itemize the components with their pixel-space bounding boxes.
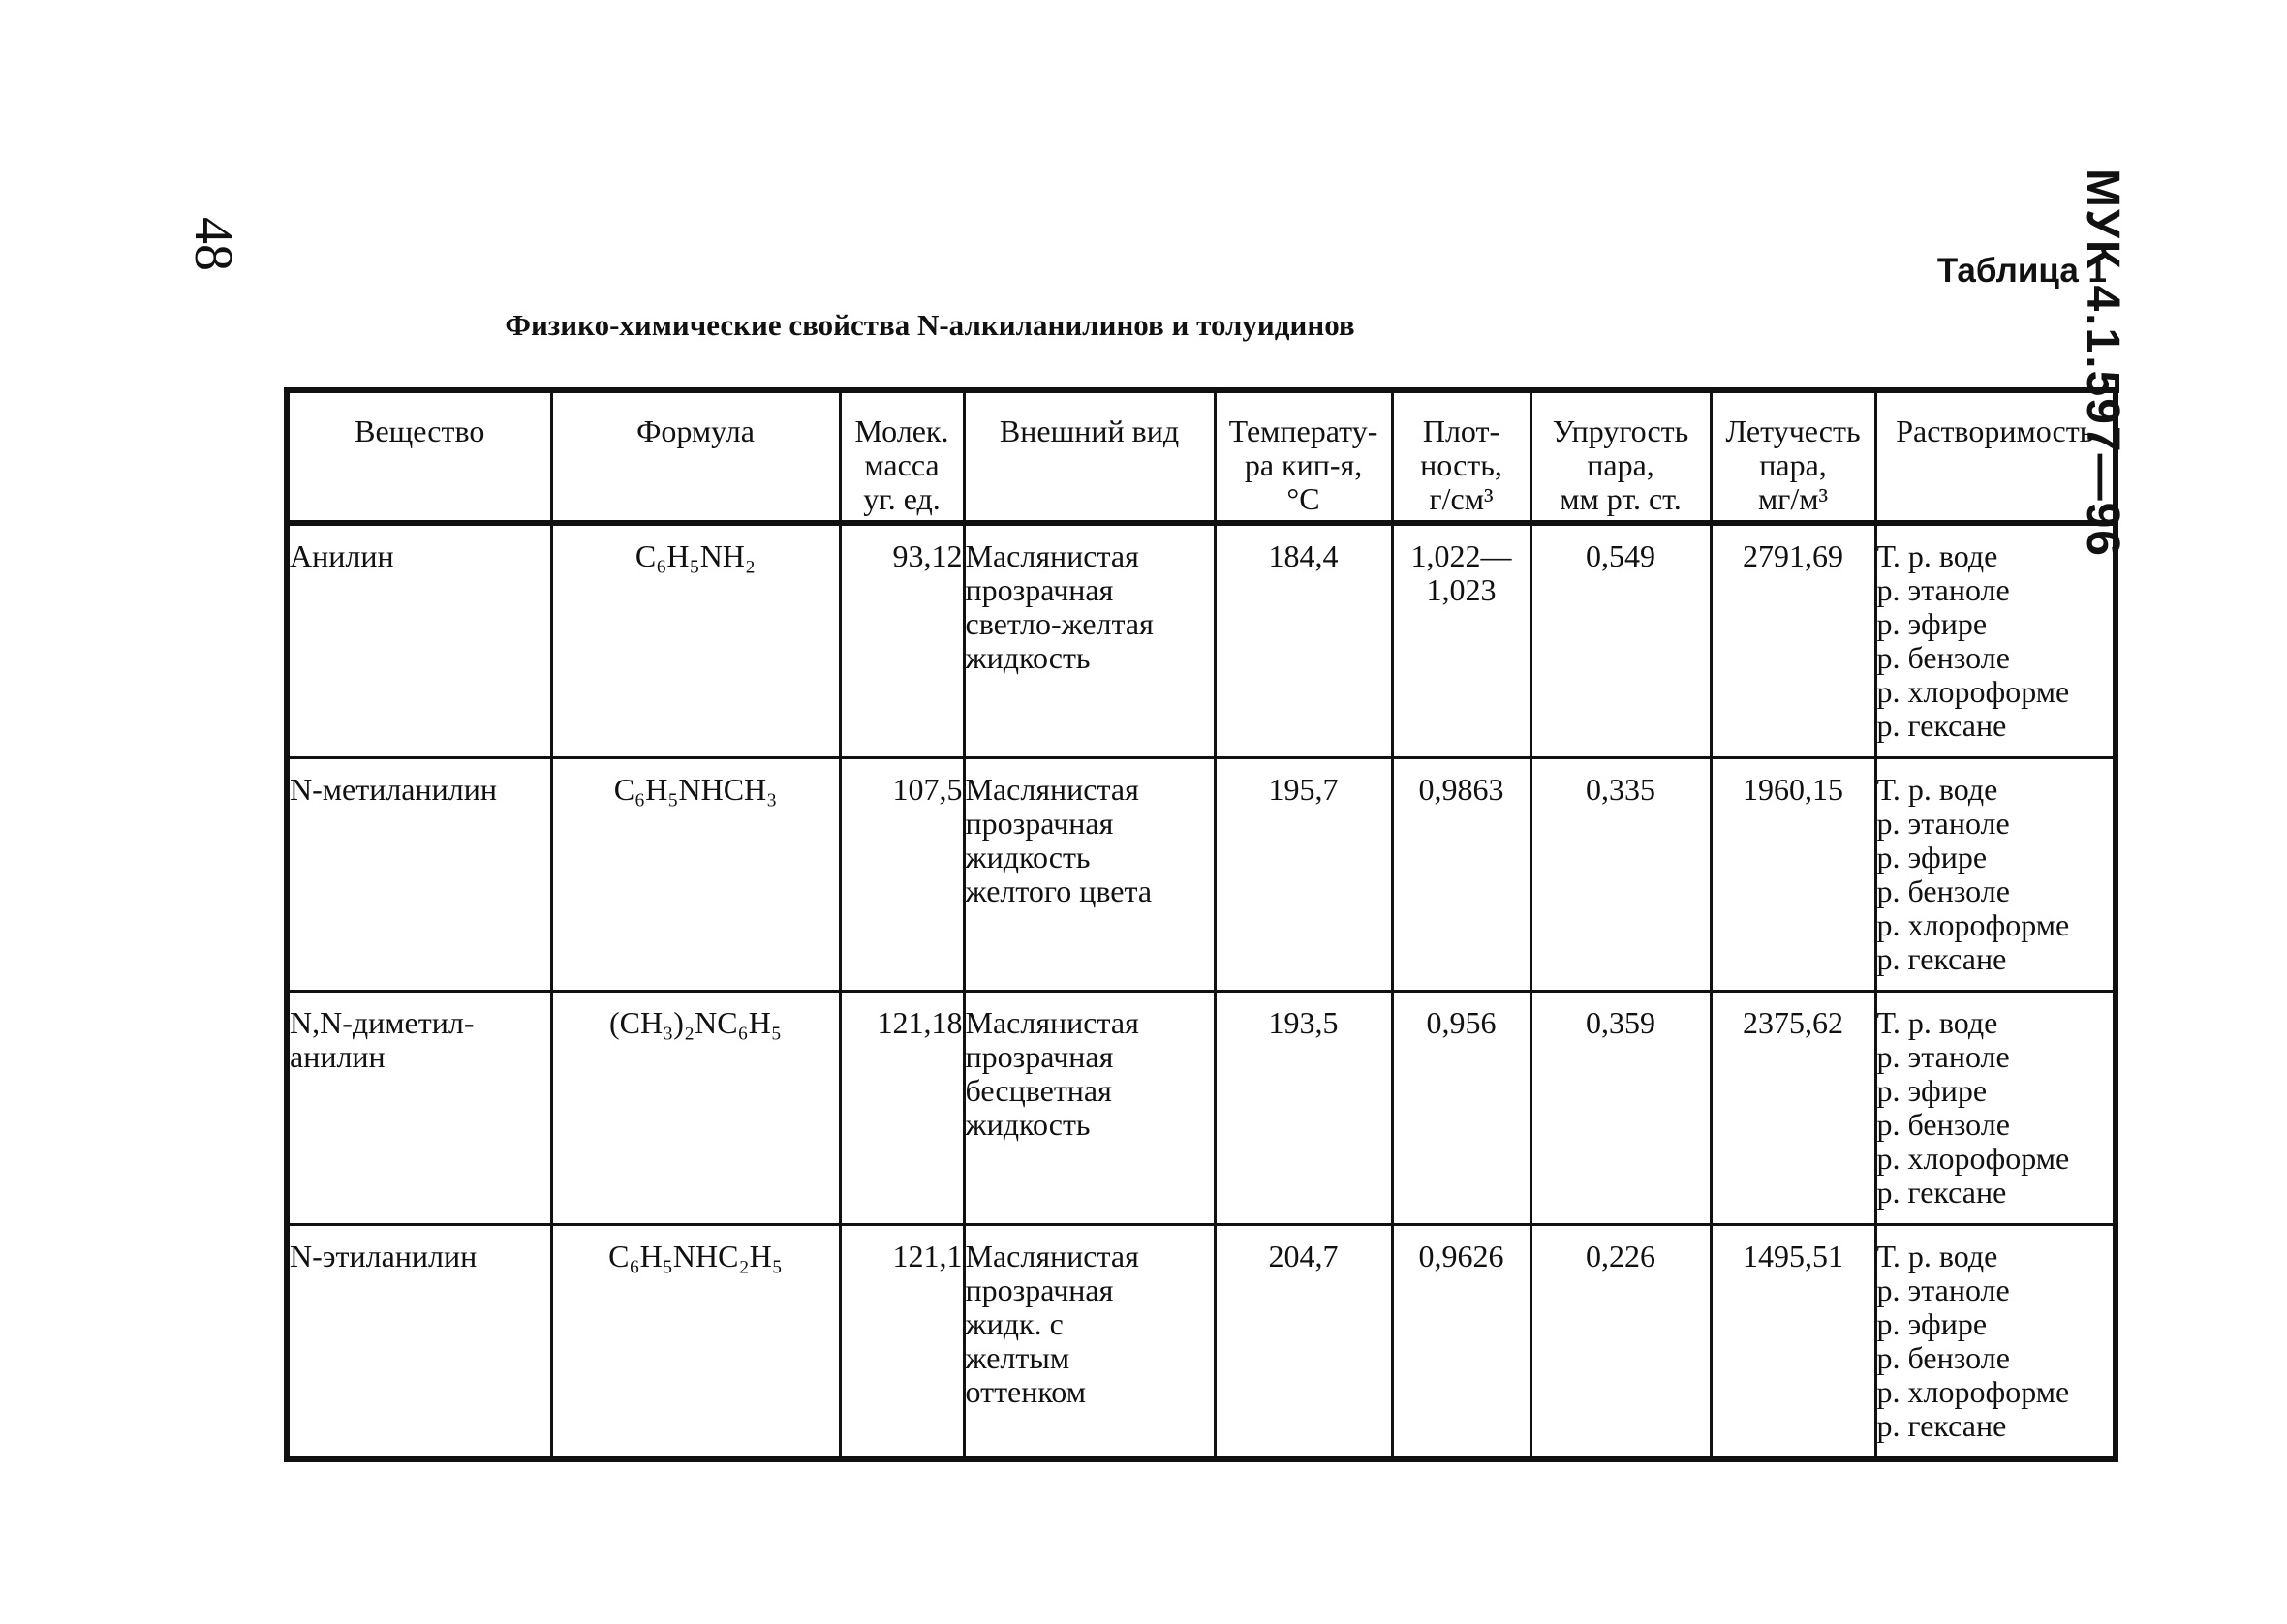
header-mass: Молек. масса уг. ед. — [840, 390, 964, 523]
header-solubility: Растворимость — [1875, 390, 2116, 523]
cell-boiling-point: 193,5 — [1215, 992, 1392, 1225]
table-row — [287, 992, 2116, 1225]
cell-appearance: Маслянистая прозрачная бесцветная жидкость — [964, 992, 1215, 1225]
cell-solubility — [1875, 992, 2116, 1225]
cell-mass: 121,1 — [840, 1225, 964, 1460]
cell-appearance: Маслянистая прозрачная жидкость желтого цвета — [964, 758, 1215, 992]
solubility-line: р. гексане — [1876, 941, 2007, 976]
cell-boiling-point: 204,7 — [1215, 1225, 1392, 1460]
cell-volatility: 2791,69 — [1711, 523, 1875, 758]
cell-density: 0,9863 — [1392, 758, 1530, 992]
solubility-line: р. бензоле — [1876, 1340, 2010, 1375]
page-number: 48 — [183, 217, 243, 271]
cell-vapor-pressure: 0,359 — [1530, 992, 1711, 1225]
solubility-line: р. этаноле — [1876, 572, 2010, 607]
header-substance: Вещество — [287, 390, 551, 523]
header-appearance: Внешний вид — [964, 390, 1215, 523]
cell-substance: Анилин — [287, 523, 551, 758]
cell-vapor-pressure: 0,226 — [1530, 1225, 1711, 1460]
solubility-line: р. эфире — [1876, 840, 1988, 874]
cell-boiling-point: 184,4 — [1215, 523, 1392, 758]
cell-density: 0,9626 — [1392, 1225, 1530, 1460]
solubility-line: р. гексане — [1876, 1408, 2007, 1443]
solubility-line: р. хлороформе — [1876, 907, 2070, 942]
cell-substance: N-этиланилин — [287, 1225, 551, 1460]
table-row — [287, 523, 2116, 758]
cell-volatility: 2375,62 — [1711, 992, 1875, 1225]
solubility-line: Т. р. воде — [1876, 538, 1998, 573]
cell-appearance: Маслянистая прозрачная жидк. с желтым оттенком — [964, 1225, 1215, 1460]
cell-solubility — [1875, 523, 2116, 758]
document-code: МУК 4.1.597—96 — [2077, 168, 2128, 558]
solubility-line: Т. р. воде — [1876, 772, 1998, 807]
cell-density: 1,022— 1,023 — [1392, 523, 1530, 758]
solubility-line: р. этаноле — [1876, 1039, 2010, 1074]
cell-density: 0,956 — [1392, 992, 1530, 1225]
solubility-line: р. гексане — [1876, 1175, 2007, 1210]
table-label: Таблица 1 — [1936, 252, 2107, 290]
header-density: Плот- ность, г/см³ — [1392, 390, 1530, 523]
solubility-line: р. хлороформе — [1876, 1374, 2070, 1409]
solubility-line: р. эфире — [1876, 1306, 1988, 1341]
cell-solubility — [1875, 1225, 2116, 1460]
header-formula: Формула — [551, 390, 840, 523]
solubility-line: р. гексане — [1876, 708, 2007, 743]
solubility-line: р. бензоле — [1876, 640, 2010, 675]
table-row — [287, 1225, 2116, 1460]
solubility-line: Т. р. воде — [1876, 1005, 1998, 1040]
header-volatility: Летучесть пара, мг/м³ — [1711, 390, 1875, 523]
solubility-line: р. этаноле — [1876, 1272, 2010, 1307]
cell-mass: 121,18 — [840, 992, 964, 1225]
solubility-line: р. эфире — [1876, 1073, 1988, 1108]
solubility-line: р. бензоле — [1876, 873, 2010, 908]
header-boiling-point: Температу- ра кип-я, °С — [1215, 390, 1392, 523]
cell-volatility: 1960,15 — [1711, 758, 1875, 992]
table-row — [287, 758, 2116, 992]
table-title: Физико-химические свойства N-алкиланилинов и толуидинов — [505, 308, 1355, 342]
cell-formula: C₆H₅NH₂ — [551, 523, 840, 758]
header-vapor-pressure: Упругость пара, мм рт. ст. — [1530, 390, 1711, 523]
cell-vapor-pressure: 0,335 — [1530, 758, 1711, 992]
cell-appearance: Маслянистая прозрачная светло-желтая жидкость — [964, 523, 1215, 758]
cell-formula: (CH₃)₂NC₆H₅ — [551, 992, 840, 1225]
cell-boiling-point: 195,7 — [1215, 758, 1392, 992]
cell-vapor-pressure: 0,549 — [1530, 523, 1711, 758]
cell-volatility: 1495,51 — [1711, 1225, 1875, 1460]
solubility-line: р. хлороформе — [1876, 674, 2070, 709]
cell-mass: 93,12 — [840, 523, 964, 758]
properties-table — [284, 387, 2118, 1462]
cell-formula: C₆H₅NHCH₃ — [551, 758, 840, 992]
solubility-line: р. эфире — [1876, 606, 1988, 641]
cell-substance: N,N-диметил- анилин — [287, 992, 551, 1225]
cell-formula: C₆H₅NHC₂H₅ — [551, 1225, 840, 1460]
cell-solubility — [1875, 758, 2116, 992]
solubility-line: Т. р. воде — [1876, 1239, 1998, 1273]
solubility-line: р. хлороформе — [1876, 1141, 2070, 1176]
solubility-line: р. бензоле — [1876, 1107, 2010, 1142]
cell-mass: 107,5 — [840, 758, 964, 992]
table-header-row — [287, 390, 2116, 523]
cell-substance: N-метиланилин — [287, 758, 551, 992]
solubility-line: р. этаноле — [1876, 806, 2010, 841]
